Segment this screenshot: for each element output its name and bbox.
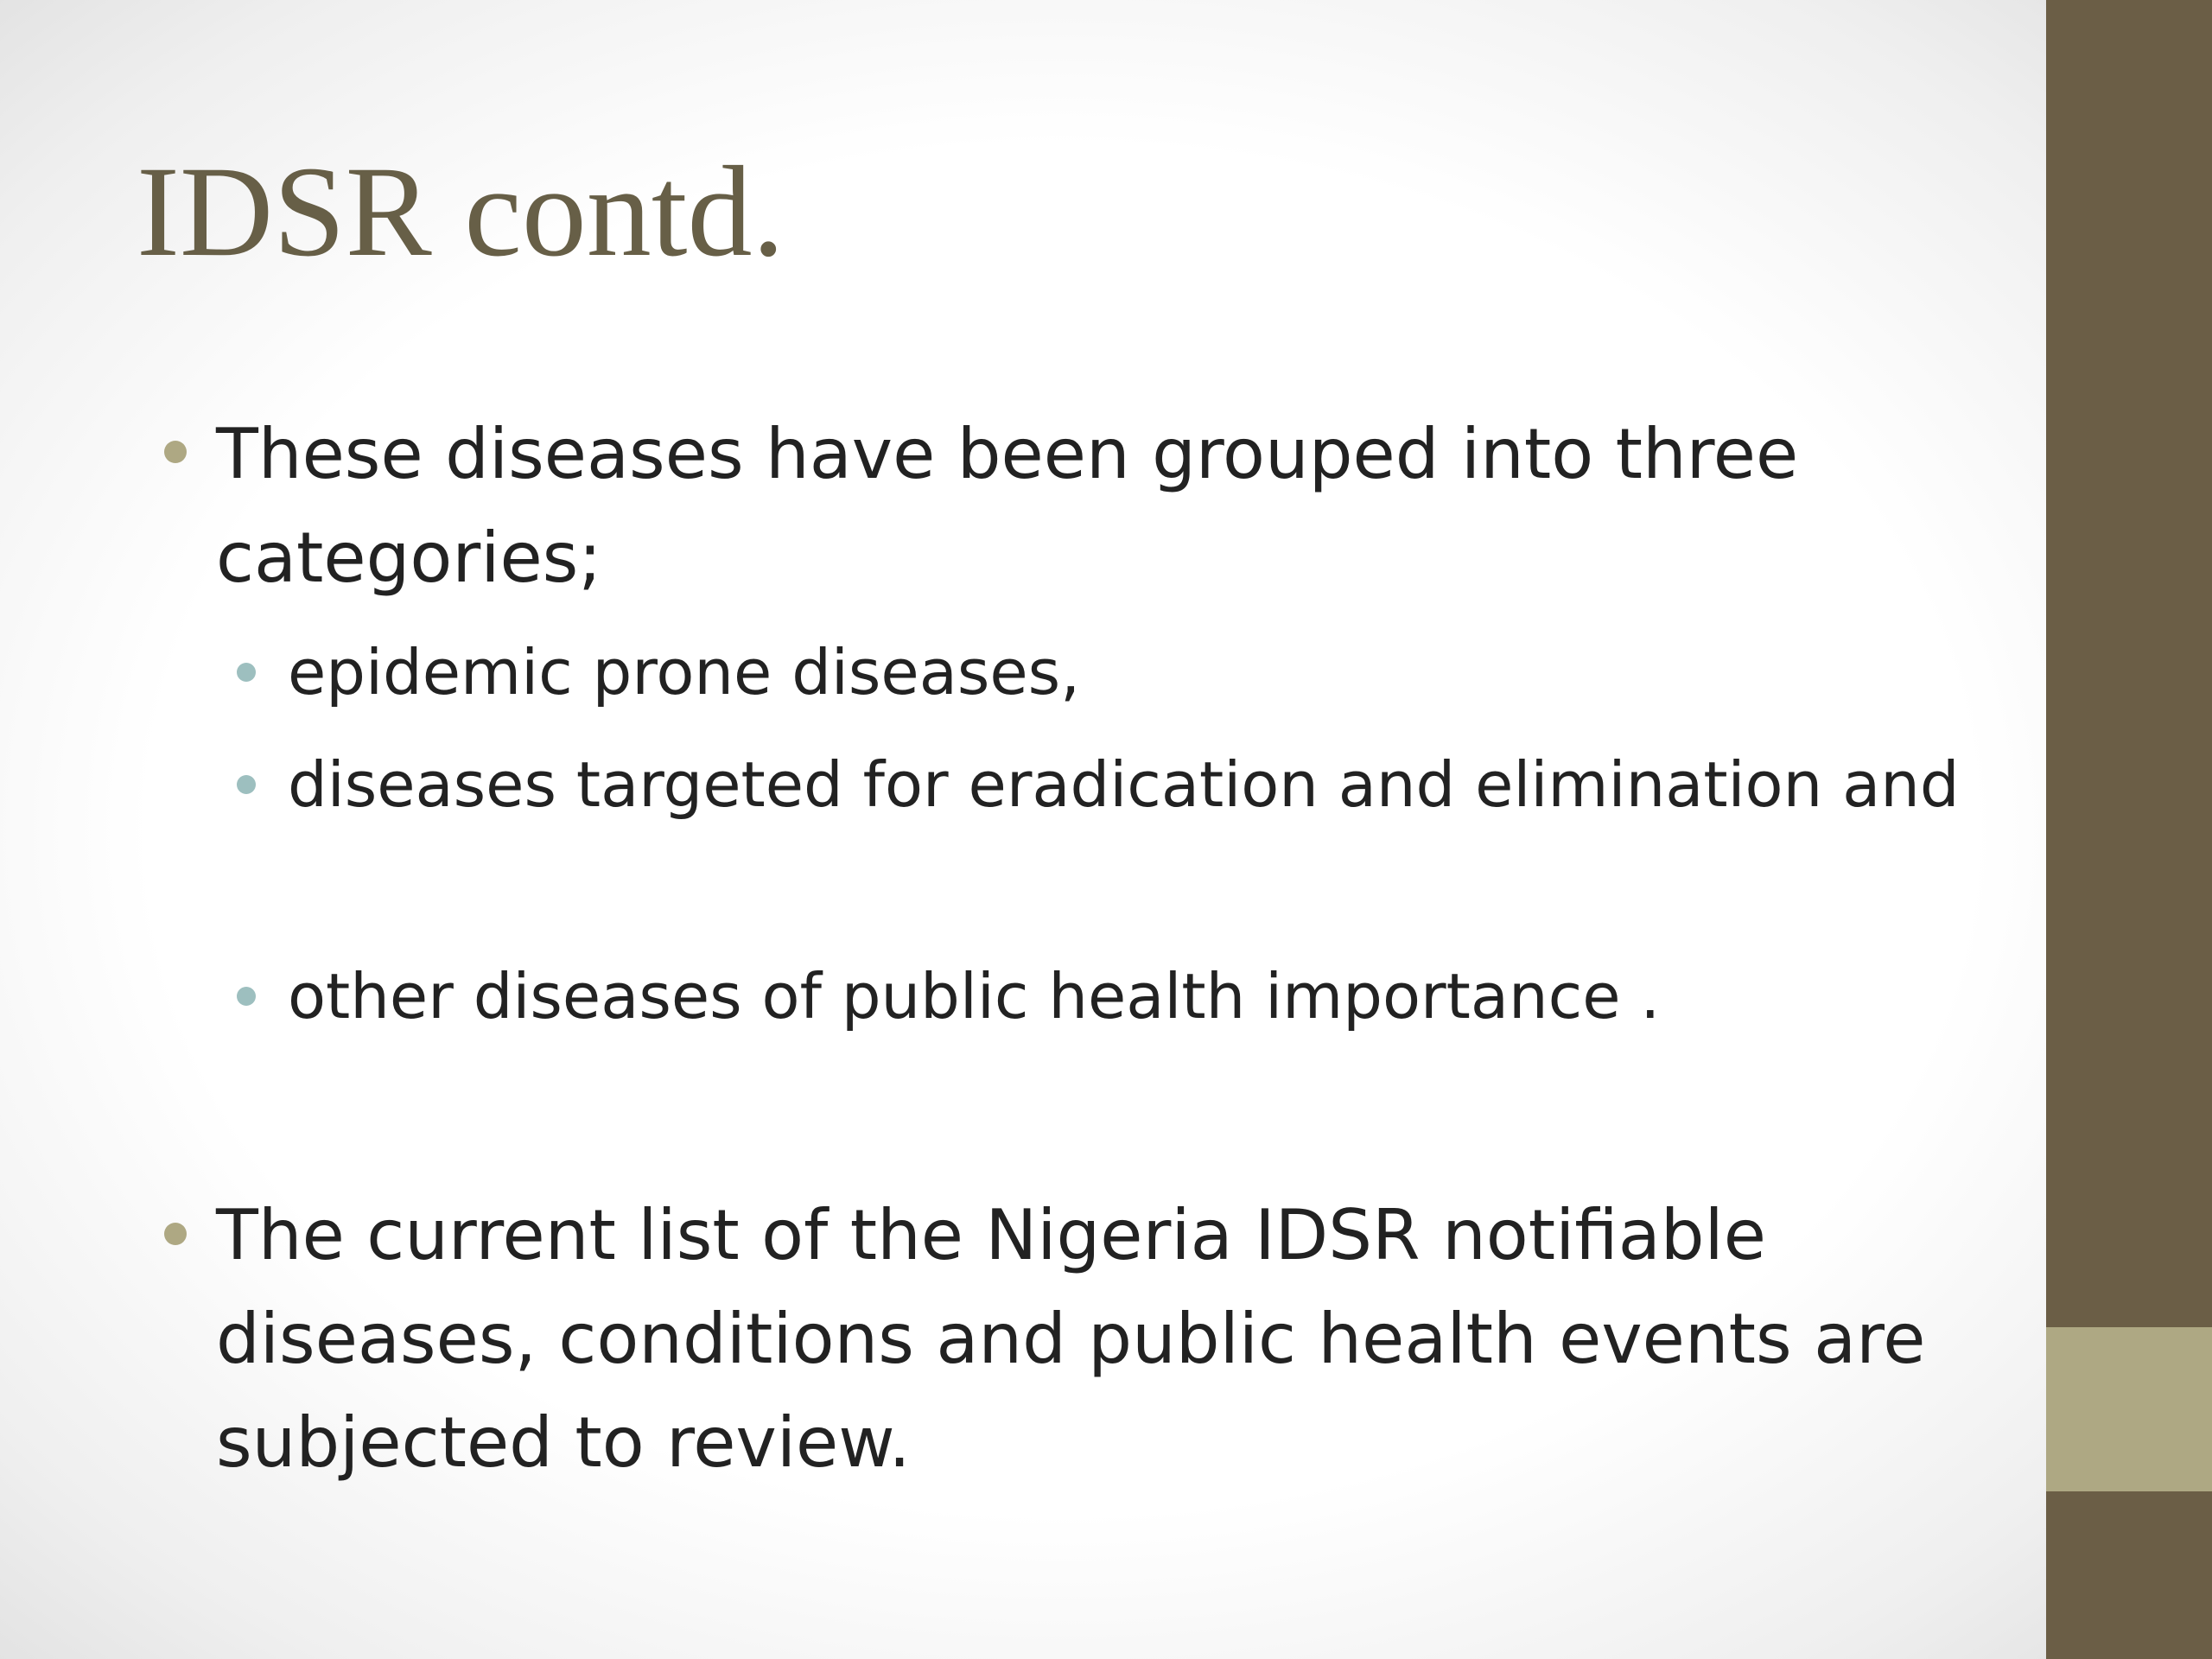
bullet-item-2: The current list of the Nigeria IDSR notifiable diseases, conditions and public health events are subjected to review.: [216, 1195, 1926, 1483]
sub-bullet-dot-icon: [237, 987, 256, 1006]
bullet-dot-icon: [164, 441, 187, 463]
sub-bullet-item-2: diseases targeted for eradication and elimination and: [288, 748, 1960, 821]
sub-bullet-item-1: epidemic prone diseases,: [288, 636, 1081, 709]
bullet-item-1: These diseases have been grouped into three categories;: [216, 414, 1799, 598]
slide-title: IDSR contd.: [137, 140, 785, 283]
sub-bullet-dot-icon: [237, 663, 256, 682]
side-accent-block: [2046, 1327, 2212, 1491]
bullet-dot-icon: [164, 1223, 187, 1245]
sub-bullet-item-3: other diseases of public health importance .: [288, 960, 1661, 1033]
sub-bullet-dot-icon: [237, 775, 256, 794]
